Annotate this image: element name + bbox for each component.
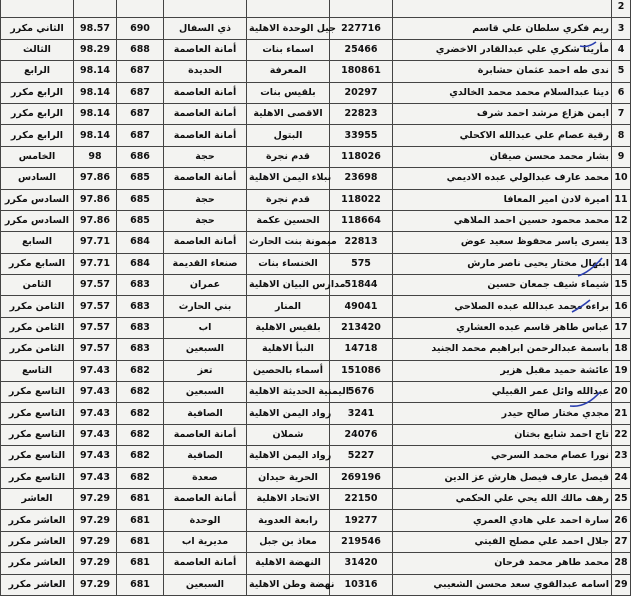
cell-rank: الرابع مكرر: [1, 125, 74, 146]
cell-seat: 213420: [330, 317, 393, 338]
cell-score: 98.14: [74, 103, 117, 124]
cell-gov: أمانة العاصمة: [164, 39, 247, 60]
cell-score: 97.29: [74, 510, 117, 531]
cell-name: عباس طاهر قاسم عبده العشاري: [393, 317, 612, 338]
table-row: [1, 360, 631, 381]
cell-n: 7: [612, 103, 631, 124]
table-row: [1, 210, 631, 231]
cell-gov: [164, 0, 247, 18]
table-row: [1, 275, 631, 296]
cell-total: [117, 0, 164, 18]
cell-seat: 19277: [330, 510, 393, 531]
cell-rank: السابع: [1, 232, 74, 253]
cell-gov: حجة: [164, 146, 247, 167]
cell-gov: الحديدة: [164, 61, 247, 82]
cell-name: نورا عصام محمد السرحي: [393, 446, 612, 467]
cell-total: 685: [117, 168, 164, 189]
cell-rank: السادس مكرر: [1, 210, 74, 231]
cell-n: 18: [612, 339, 631, 360]
cell-gov: تعز: [164, 360, 247, 381]
table-row: [1, 168, 631, 189]
cell-total: 685: [117, 189, 164, 210]
cell-school: ميمونة بنت الحارث: [247, 232, 330, 253]
cell-name: عائشة حميد مقبل هزير: [393, 360, 612, 381]
cell-n: 2: [612, 0, 631, 18]
cell-total: 687: [117, 103, 164, 124]
cell-rank: التاسع: [1, 360, 74, 381]
cell-gov: أمانة العاصمة: [164, 424, 247, 445]
table-row: [1, 317, 631, 338]
cell-n: 20: [612, 382, 631, 403]
cell-n: 25: [612, 488, 631, 509]
cell-rank: الثامن مكرر: [1, 339, 74, 360]
cell-seat: 118022: [330, 189, 393, 210]
cell-gov: أمانة العاصمة: [164, 553, 247, 574]
cell-name: مأرينا شكري علي عبدالقادر الاخضري: [393, 39, 612, 60]
table-row: [1, 296, 631, 317]
cell-n: 5: [612, 61, 631, 82]
cell-score: 97.43: [74, 424, 117, 445]
cell-name: اميرة لادن امير المعافا: [393, 189, 612, 210]
cell-score: 98.14: [74, 61, 117, 82]
cell-school: نهضة وطن الاهلية: [247, 574, 330, 595]
cell-n: 8: [612, 125, 631, 146]
cell-seat: 22823: [330, 103, 393, 124]
cell-score: 98.29: [74, 39, 117, 60]
cell-school: [247, 0, 330, 18]
cell-n: 28: [612, 553, 631, 574]
cell-seat: 219546: [330, 531, 393, 552]
cell-total: 683: [117, 317, 164, 338]
table-row: [1, 510, 631, 531]
cell-total: 688: [117, 39, 164, 60]
cell-rank: الثامن مكرر: [1, 296, 74, 317]
cell-rank: العاشر مكرر: [1, 553, 74, 574]
cell-name: شيماء شيف جمعان حسين: [393, 275, 612, 296]
table-row: [1, 82, 631, 103]
cell-name: مجدي مختار صالح حيدر: [393, 403, 612, 424]
cell-school: مدارس البيان الاهلية: [247, 275, 330, 296]
cell-name: سارة احمد علي هادي العمري: [393, 510, 612, 531]
cell-score: 97.57: [74, 339, 117, 360]
cell-total: 684: [117, 232, 164, 253]
table-row: [1, 253, 631, 274]
cell-rank: السادس: [1, 168, 74, 189]
cell-total: 681: [117, 574, 164, 595]
cell-n: 12: [612, 210, 631, 231]
cell-school: قدم نجرة: [247, 189, 330, 210]
cell-seat: 118026: [330, 146, 393, 167]
cell-seat: 3241: [330, 403, 393, 424]
cell-school: الحرية حيدان: [247, 467, 330, 488]
cell-rank: التاسع مكرر: [1, 382, 74, 403]
cell-school: المنار: [247, 296, 330, 317]
cell-gov: الصافية: [164, 446, 247, 467]
cell-seat: 5227: [330, 446, 393, 467]
cell-score: 97.29: [74, 531, 117, 552]
cell-school: جيل الوحدة الاهلية: [247, 18, 330, 39]
cell-gov: بني الحارث: [164, 296, 247, 317]
table-row: [1, 446, 631, 467]
cell-rank: الرابع مكرر: [1, 82, 74, 103]
cell-score: 97.43: [74, 360, 117, 381]
cell-school: اليمنية الحديثة الاهلية: [247, 382, 330, 403]
cell-n: 9: [612, 146, 631, 167]
results-table-body: [1, 0, 631, 595]
cell-gov: أمانة العاصمة: [164, 82, 247, 103]
cell-school: رابعة العدوية: [247, 510, 330, 531]
cell-total: 682: [117, 424, 164, 445]
cell-total: 690: [117, 18, 164, 39]
cell-name: ايمن هزاع مرشد احمد شرف: [393, 103, 612, 124]
cell-n: 19: [612, 360, 631, 381]
cell-name: رقية عصام علي عبدالله الاكحلي: [393, 125, 612, 146]
cell-total: 683: [117, 275, 164, 296]
cell-n: 26: [612, 510, 631, 531]
cell-seat: 227716: [330, 18, 393, 39]
cell-score: 97.86: [74, 168, 117, 189]
cell-gov: صنعاء القديمة: [164, 253, 247, 274]
cell-total: 682: [117, 446, 164, 467]
cell-score: 97.71: [74, 253, 117, 274]
cell-name: محمد عارف عبدالولي عبده الاديمي: [393, 168, 612, 189]
cell-score: 97.71: [74, 232, 117, 253]
cell-seat: 20297: [330, 82, 393, 103]
cell-total: 683: [117, 339, 164, 360]
cell-score: 97.57: [74, 317, 117, 338]
cell-rank: الرابع مكرر: [1, 103, 74, 124]
cell-rank: الثامن: [1, 275, 74, 296]
cell-name: فيصل عارف فيصل هارش عز الدين: [393, 467, 612, 488]
cell-name: تاج احمد شايع بختان: [393, 424, 612, 445]
table-row: [1, 103, 631, 124]
cell-school: بلقيس الاهلية: [247, 317, 330, 338]
cell-rank: التاسع مكرر: [1, 403, 74, 424]
cell-school: اسماء بنات: [247, 39, 330, 60]
cell-n: 17: [612, 317, 631, 338]
cell-score: 97.43: [74, 467, 117, 488]
cell-seat: 14718: [330, 339, 393, 360]
cell-rank: السادس مكرر: [1, 189, 74, 210]
cell-seat: 23698: [330, 168, 393, 189]
cell-school: المعرفة: [247, 61, 330, 82]
table-row: [1, 0, 631, 18]
cell-total: 682: [117, 382, 164, 403]
cell-seat: 10316: [330, 574, 393, 595]
cell-seat: 575: [330, 253, 393, 274]
cell-n: 16: [612, 296, 631, 317]
cell-n: 6: [612, 82, 631, 103]
cell-school: النهضة الاهلية: [247, 553, 330, 574]
cell-total: 682: [117, 360, 164, 381]
cell-school: رواد اليمن الاهلية: [247, 446, 330, 467]
cell-rank: العاشر: [1, 488, 74, 509]
table-row: [1, 339, 631, 360]
cell-total: 681: [117, 553, 164, 574]
cell-seat: [330, 0, 393, 18]
cell-n: 10: [612, 168, 631, 189]
cell-seat: 180861: [330, 61, 393, 82]
cell-score: 97.57: [74, 296, 117, 317]
cell-school: النبأ الاهلية: [247, 339, 330, 360]
cell-n: 21: [612, 403, 631, 424]
cell-school: بلقيس بنات: [247, 82, 330, 103]
cell-gov: مديرية اب: [164, 531, 247, 552]
table-row: [1, 18, 631, 39]
table-row: [1, 403, 631, 424]
cell-gov: أمانة العاصمة: [164, 125, 247, 146]
table-row: [1, 488, 631, 509]
cell-n: 23: [612, 446, 631, 467]
cell-gov: الصافية: [164, 403, 247, 424]
cell-seat: 31420: [330, 553, 393, 574]
cell-school: معاذ بن جبل: [247, 531, 330, 552]
cell-total: 682: [117, 467, 164, 488]
table-row: [1, 125, 631, 146]
cell-rank: الرابع: [1, 61, 74, 82]
cell-score: 98.14: [74, 125, 117, 146]
cell-n: 27: [612, 531, 631, 552]
cell-seat: 269196: [330, 467, 393, 488]
cell-n: 15: [612, 275, 631, 296]
cell-rank: الثالث: [1, 39, 74, 60]
cell-total: 685: [117, 210, 164, 231]
cell-gov: السبعين: [164, 382, 247, 403]
cell-n: 13: [612, 232, 631, 253]
cell-n: 22: [612, 424, 631, 445]
cell-gov: ذي السفال: [164, 18, 247, 39]
cell-seat: 49041: [330, 296, 393, 317]
table-row: [1, 553, 631, 574]
cell-gov: عمران: [164, 275, 247, 296]
cell-score: 97.29: [74, 488, 117, 509]
cell-gov: حجة: [164, 189, 247, 210]
cell-total: 686: [117, 146, 164, 167]
cell-total: 684: [117, 253, 164, 274]
cell-rank: التاسع مكرر: [1, 446, 74, 467]
cell-rank: السابع مكرر: [1, 253, 74, 274]
cell-name: اسامه عبدالقوي سعد محسن الشعيبي: [393, 574, 612, 595]
cell-seat: 22813: [330, 232, 393, 253]
cell-gov: السبعين: [164, 574, 247, 595]
cell-score: 97.86: [74, 189, 117, 210]
cell-school: قدم نجرة: [247, 146, 330, 167]
table-row: [1, 531, 631, 552]
cell-gov: السبعين: [164, 339, 247, 360]
cell-seat: 22150: [330, 488, 393, 509]
cell-n: 4: [612, 39, 631, 60]
cell-name: محمد طاهر محمد فرحان: [393, 553, 612, 574]
cell-total: 687: [117, 82, 164, 103]
table-row: [1, 146, 631, 167]
cell-school: الاتحاد الاهلية: [247, 488, 330, 509]
cell-rank: الثامن مكرر: [1, 317, 74, 338]
cell-rank: التاسع مكرر: [1, 467, 74, 488]
cell-rank: العاشر مكرر: [1, 510, 74, 531]
table-row: [1, 39, 631, 60]
cell-name: باسمة عبدالرحمن ابراهيم محمد الجنيد: [393, 339, 612, 360]
cell-name: ندى طه احمد عثمان حشابرة: [393, 61, 612, 82]
table-row: [1, 424, 631, 445]
cell-score: [74, 0, 117, 18]
cell-score: 98.57: [74, 18, 117, 39]
cell-n: 24: [612, 467, 631, 488]
cell-gov: أمانة العاصمة: [164, 232, 247, 253]
cell-school: رواد اليمن الاهلية: [247, 403, 330, 424]
cell-school: الخنساء بنات: [247, 253, 330, 274]
table-row: [1, 189, 631, 210]
cell-seat: 25466: [330, 39, 393, 60]
cell-total: 681: [117, 510, 164, 531]
cell-gov: الوحدة: [164, 510, 247, 531]
cell-gov: صعدة: [164, 467, 247, 488]
cell-score: 98: [74, 146, 117, 167]
cell-seat: 33955: [330, 125, 393, 146]
cell-name: يسرى ياسر محفوظ سعيد عوض: [393, 232, 612, 253]
cell-score: 97.57: [74, 275, 117, 296]
table-row: [1, 61, 631, 82]
cell-name: دينا عبدالسلام محمد محمد الخالدي: [393, 82, 612, 103]
cell-total: 687: [117, 125, 164, 146]
cell-rank: [1, 0, 74, 18]
cell-seat: 51844: [330, 275, 393, 296]
cell-school: الحسين عكمة: [247, 210, 330, 231]
cell-n: 11: [612, 189, 631, 210]
cell-school: البتول: [247, 125, 330, 146]
cell-name: ابتهال مختار يحيى ناصر مارش: [393, 253, 612, 274]
table-row: [1, 574, 631, 595]
cell-rank: التاسع مكرر: [1, 424, 74, 445]
cell-name: بشار محمد محسن صيقان: [393, 146, 612, 167]
cell-rank: العاشر مكرر: [1, 574, 74, 595]
cell-total: 681: [117, 488, 164, 509]
cell-name: محمد محمود حسين احمد الملاهي: [393, 210, 612, 231]
cell-total: 682: [117, 403, 164, 424]
cell-score: 97.29: [74, 553, 117, 574]
cell-name: عبدالله وائل عمر القبيلي: [393, 382, 612, 403]
cell-name: ريم فكري سلطان علي قاسم: [393, 18, 612, 39]
cell-seat: 151086: [330, 360, 393, 381]
cell-total: 681: [117, 531, 164, 552]
cell-score: 97.43: [74, 403, 117, 424]
cell-gov: أمانة العاصمة: [164, 103, 247, 124]
cell-school: شملان: [247, 424, 330, 445]
cell-total: 683: [117, 296, 164, 317]
cell-n: 29: [612, 574, 631, 595]
cell-score: 97.43: [74, 382, 117, 403]
cell-name: جلال احمد علي مصلح الفيتي: [393, 531, 612, 552]
cell-seat: 5676: [330, 382, 393, 403]
cell-rank: الخامس: [1, 146, 74, 167]
cell-name: براءه محمد عبدالله عبده الصلاحي: [393, 296, 612, 317]
cell-rank: العاشر مكرر: [1, 531, 74, 552]
cell-gov: أمانة العاصمة: [164, 168, 247, 189]
cell-gov: حجة: [164, 210, 247, 231]
cell-seat: 118664: [330, 210, 393, 231]
cell-score: 98.14: [74, 82, 117, 103]
cell-name: [393, 0, 612, 18]
cell-n: 14: [612, 253, 631, 274]
cell-score: 97.29: [74, 574, 117, 595]
cell-total: 687: [117, 61, 164, 82]
cell-n: 3: [612, 18, 631, 39]
cell-score: 97.43: [74, 446, 117, 467]
cell-gov: اب: [164, 317, 247, 338]
cell-score: 97.86: [74, 210, 117, 231]
cell-rank: الثاني مكرر: [1, 18, 74, 39]
cell-school: الاقصى الاهلية: [247, 103, 330, 124]
cell-school: أسماء بالحصين: [247, 360, 330, 381]
cell-school: نبلاء اليمن الاهلية: [247, 168, 330, 189]
table-row: [1, 467, 631, 488]
cell-name: رهف مالك الله يحي علي الحكمي: [393, 488, 612, 509]
table-row: [1, 382, 631, 403]
cell-seat: 24076: [330, 424, 393, 445]
cell-gov: أمانة العاصمة: [164, 488, 247, 509]
table-row: [1, 232, 631, 253]
